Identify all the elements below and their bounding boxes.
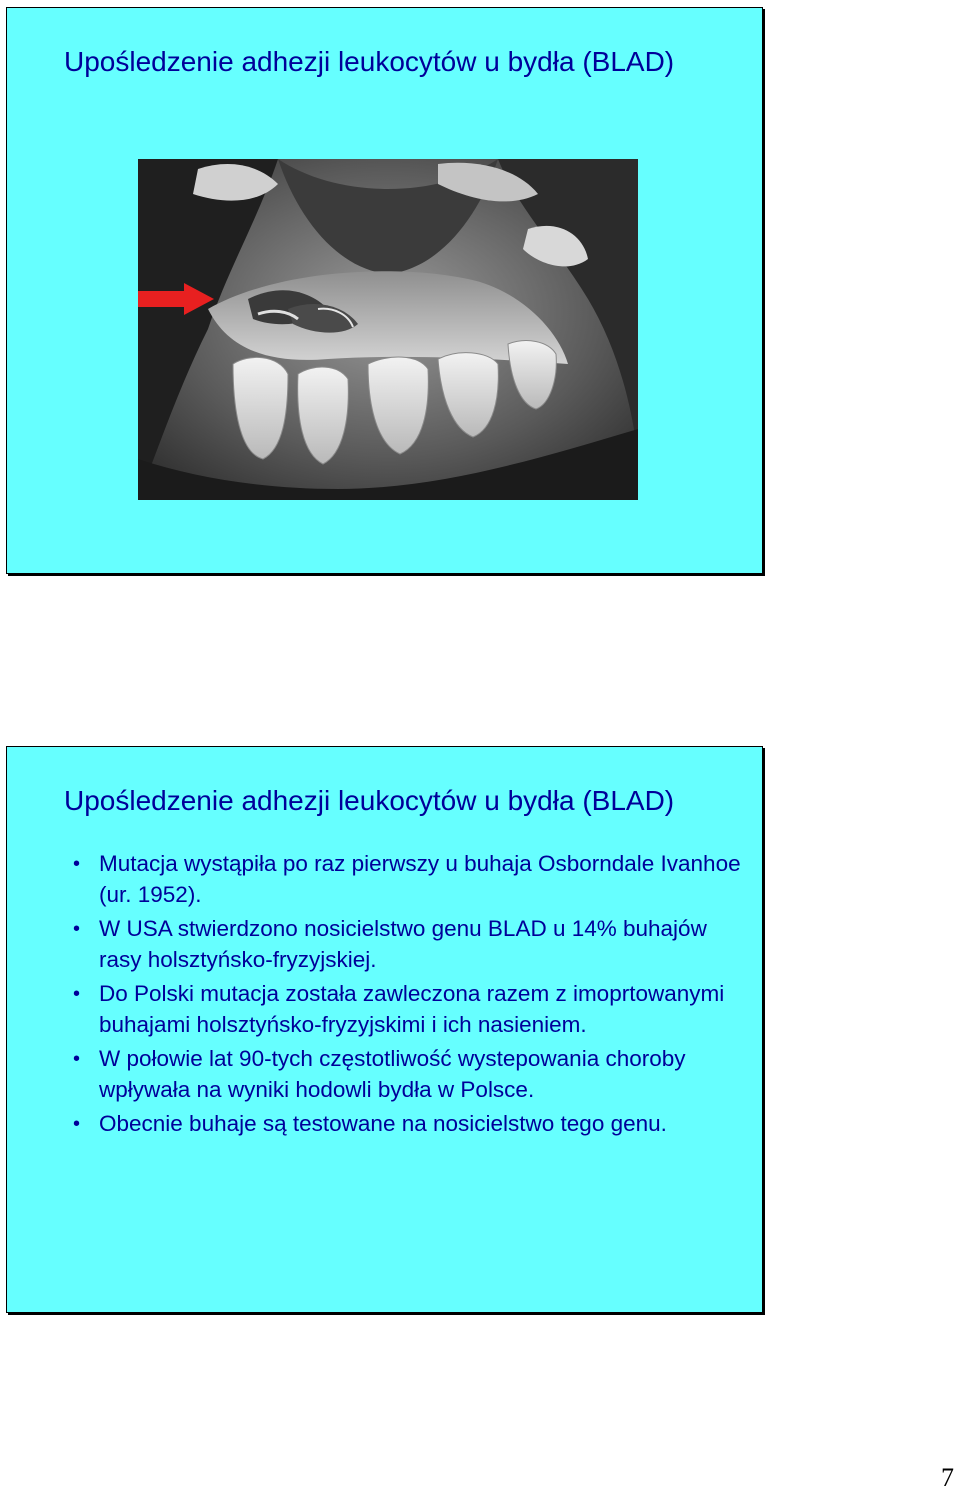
bullet-item: • W USA stwierdzono nosicielstwo genu BLAD u 14% buhajów rasy holsztyńsko-fryzyjskiej. xyxy=(71,914,751,975)
bullet-list xyxy=(71,849,751,1144)
slide-2 xyxy=(6,746,763,1313)
bovine-mouth-photo xyxy=(138,159,638,500)
slide-1 xyxy=(6,7,763,574)
slide-title: Upośledzenie adhezji leukocytów u bydła (BLAD) xyxy=(64,46,675,77)
bullet-item: • Obecnie buhaje są testowane na nosicielstwo tego genu. xyxy=(71,1109,751,1140)
bullet-item: • Do Polski mutacja została zawleczona razem z imoprtowanymi buhajami holsztyńsko-fryzyjskimi i ich nasieniem. xyxy=(71,979,751,1040)
bullet-item: • W połowie lat 90-tych częstotliwość wystepowania choroby wpływała na wyniki hodowli bydła w Polsce. xyxy=(71,1044,751,1105)
bullet-item: • Mutacja wystąpiła po raz pierwszy u buhaja Osborndale Ivanhoe (ur. 1952). xyxy=(71,849,751,910)
page-number: 7 xyxy=(941,1463,954,1492)
slide-title: Upośledzenie adhezji leukocytów u bydła (BLAD) xyxy=(64,785,675,816)
